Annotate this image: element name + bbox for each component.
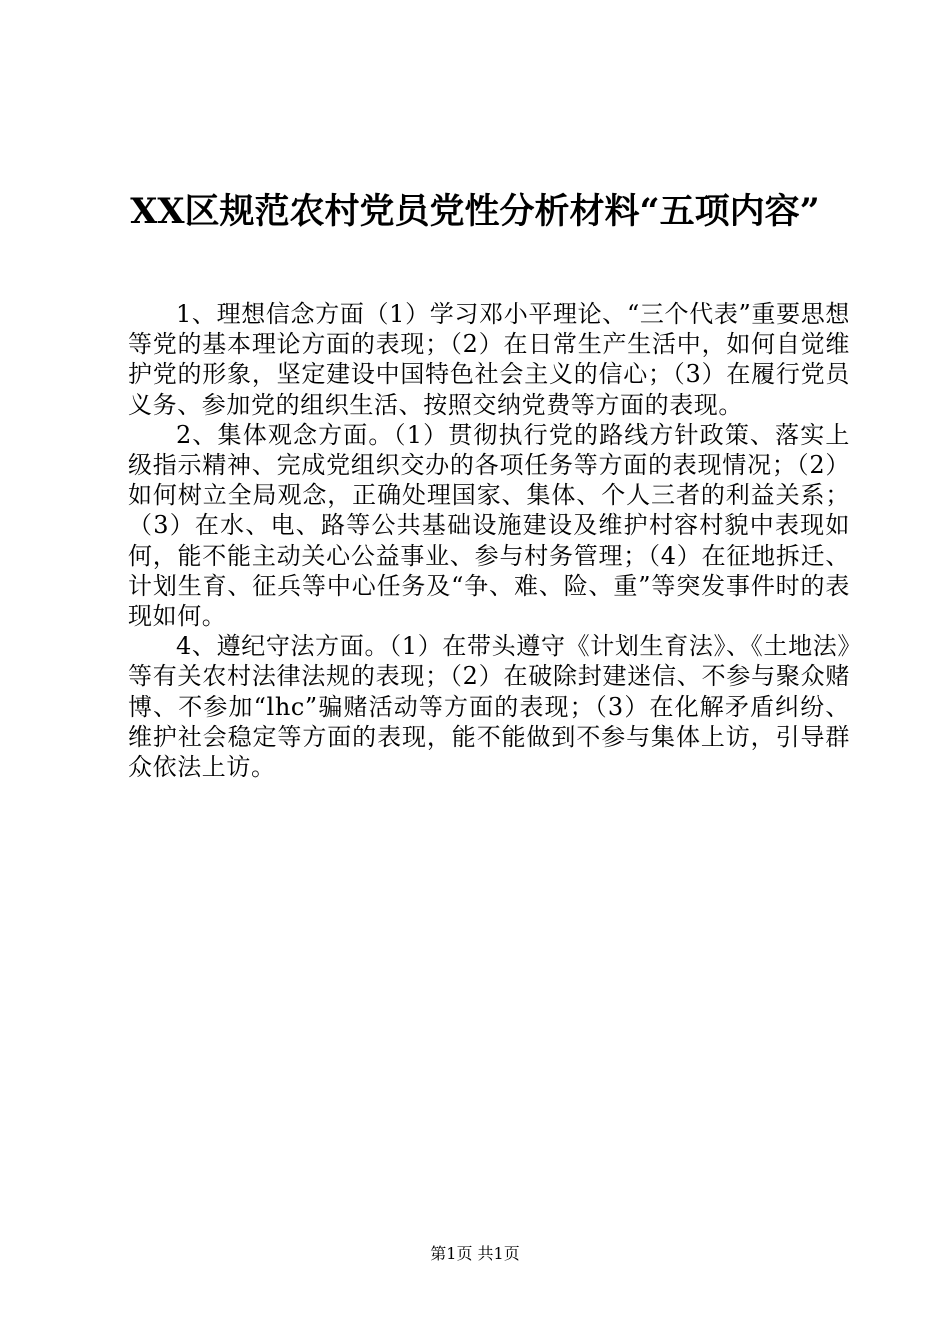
paragraph-ideals: 1、理想信念方面（1）学习邓小平理论、“三个代表”重要思想等党的基本理论方面的表现；（2）在日常生产生活中，如何自觉维护党的形象，坚定建设中国特色社会主义的信心；（3）在履行党员义务、参加党的组织生活、按照交纳党费等方面的表现。 — [128, 300, 850, 419]
document-body — [128, 299, 850, 782]
paragraph-collective: 2、集体观念方面。（1）贯彻执行党的路线方针政策、落实上级指示精神、完成党组织交办的各项任务等方面的表现情况；（2）如何树立全局观念，正确处理国家、集体、个人三者的利益关系；（3）在水、电、路等公共基础设施建设及维护村容村貌中表现如何，能不能主动关心公益事业、参与村务管理；（4）在征地拆迁、计划生育、征兵等中心任务及“争、难、险、重”等突发事件时的表现如何。 — [128, 420, 850, 631]
paragraph-law: 4、遵纪守法方面。（1）在带头遵守《计划生育法》、《土地法》等有关农村法律法规的表现；（2）在破除封建迷信、不参与聚众赌博、不参加“lhc”骗赌活动等方面的表现；（3）在化解矛盾纠纷、维护社会稳定等方面的表现，能不能做到不参与集体上访，引导群众依法上访。 — [128, 632, 850, 782]
page-footer: 第1页 共1页 — [430, 1244, 520, 1263]
document-title: XX区规范农村党员党性分析材料“五项内容” — [130, 191, 820, 232]
